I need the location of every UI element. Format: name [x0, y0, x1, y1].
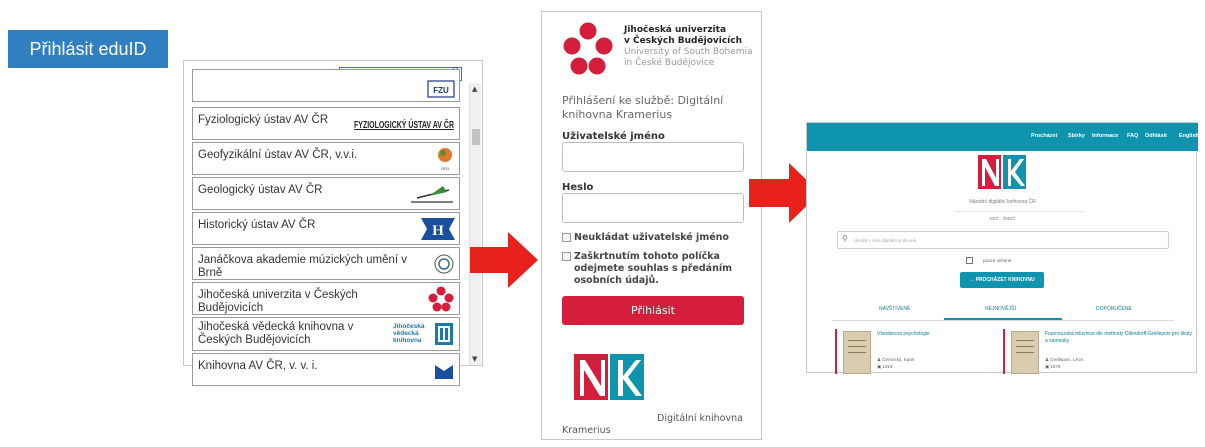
- hiu-logo-text: H: [432, 223, 444, 239]
- institution-list: [192, 83, 497, 372]
- institution-name: Historický ústav AV ČR: [198, 219, 316, 231]
- gfu-logo-text: GFÚ: [440, 166, 450, 171]
- institution-item-hiu[interactable]: [192, 212, 460, 245]
- card-year-text: 1919: [882, 364, 893, 369]
- institution-item-jamu[interactable]: [192, 247, 460, 280]
- login-submit-button[interactable]: Přihlásit: [562, 296, 744, 325]
- consent-label: Zaškrtnutím tohoto políčka odejmete souhlas s předáním osobních údajů.: [574, 251, 733, 286]
- card-author: ♟ Černocký, Karel: [877, 357, 915, 362]
- svg-text:Jihočeskávědeckáknihovna: Jihočeská vědecká knihovna: [393, 323, 425, 344]
- document-card[interactable]: [1003, 329, 1192, 374]
- library-name: Národní digitální knihovna ČR: [969, 199, 1036, 205]
- public-only-checkbox[interactable]: [966, 257, 973, 264]
- card-year-text: 1878: [1050, 364, 1061, 369]
- nav-collections[interactable]: Sbírky: [1068, 133, 1085, 139]
- glu-logo: [409, 181, 455, 207]
- institution-name: Geofyzikální ústav AV ČR, v.v.i.: [198, 149, 358, 161]
- card-author-text: Grellepois, Léon: [1050, 357, 1084, 362]
- consent-checkbox[interactable]: [562, 252, 571, 261]
- university-logo: [562, 22, 614, 78]
- book-cover-thumbnail: [1011, 331, 1039, 374]
- tab-visited[interactable]: NAVŠTÍVENÉ: [879, 306, 911, 312]
- nav-info[interactable]: Informace: [1092, 133, 1119, 139]
- fzu-logo-text: FZU: [433, 86, 449, 95]
- username-label: Uživatelské jméno: [562, 131, 665, 142]
- card-accent: [1003, 329, 1005, 374]
- jamu-logo: [433, 251, 455, 277]
- divider: [955, 211, 1083, 212]
- hiu-logo: [421, 216, 455, 242]
- university-name-line: in České Budějovice: [624, 58, 715, 68]
- remember-username-label: Neukládat uživatelské jméno: [574, 232, 729, 243]
- flow-arrow-icon: [470, 231, 540, 289]
- institution-name: Fyziologický ústav AV ČR: [198, 114, 329, 126]
- search-placeholder: Hledat v celé digitální knihovně: [854, 238, 917, 243]
- remember-username-checkbox[interactable]: [562, 233, 571, 242]
- institution-item-fzu[interactable]: [192, 69, 460, 102]
- scroll-up-icon[interactable]: ▲: [472, 85, 478, 93]
- nav-language[interactable]: English: [1179, 133, 1199, 139]
- institution-name: Knihovna AV ČR, v. v. i.: [198, 360, 318, 372]
- card-author-text: Černocký, Karel: [882, 357, 915, 362]
- document-card[interactable]: [835, 329, 993, 374]
- search-icon: ⚲: [842, 234, 848, 243]
- tab-recommended[interactable]: DOPORUČENÉ: [1096, 306, 1132, 312]
- eduid-login-button[interactable]: Přihlásit eduID: [8, 30, 168, 68]
- card-year: ▣ 1919: [877, 364, 893, 369]
- scroll-down-icon[interactable]: ▼: [472, 355, 478, 363]
- password-label: Heslo: [562, 182, 594, 193]
- card-title: Francouzská mluvnice dle methody Ollendorff-Grellepois pro školy a samouky: [1045, 331, 1192, 344]
- nav-faq[interactable]: FAQ: [1127, 133, 1139, 139]
- library-search-input[interactable]: [837, 231, 1169, 249]
- card-author: ♟ Grellepois, Léon: [1045, 357, 1084, 362]
- active-tab-indicator: [944, 318, 1062, 320]
- knav-logo: [433, 357, 455, 383]
- university-name-cz: [624, 25, 742, 47]
- university-name-line: University of South Bohemia: [624, 47, 753, 57]
- book-cover-thumbnail: [843, 331, 871, 374]
- nav-logout[interactable]: Odhlásit: [1145, 133, 1168, 139]
- username-input[interactable]: [562, 142, 744, 172]
- jvk-logo: [393, 321, 455, 347]
- service-description: Přihlášení ke službě: Digitální knihovna Kramerius: [562, 94, 724, 121]
- top-navbar: [807, 123, 1198, 151]
- browse-library-button[interactable]: → PROCHÁZET KNIHOVNU: [960, 272, 1044, 288]
- password-input[interactable]: [562, 193, 744, 223]
- card-year: ▣ 1878: [1045, 364, 1061, 369]
- login-panel: [541, 11, 762, 440]
- institution-item-jcu[interactable]: [192, 282, 460, 315]
- institution-item-knav[interactable]: [192, 353, 460, 386]
- nk-logo: [978, 154, 1026, 190]
- kramerius-home-panel: [806, 122, 1197, 373]
- footer-title-line2: Kramerius: [562, 425, 611, 436]
- gfu-logo: [435, 146, 455, 172]
- university-name-en: [624, 47, 753, 69]
- tab-newest[interactable]: NEJNOVĚJŠÍ: [985, 306, 1016, 312]
- institution-item-gfu[interactable]: [192, 142, 460, 175]
- footer-title-line1: Digitální knihovna: [657, 413, 743, 424]
- nk-logo: [574, 352, 646, 402]
- university-name-line: Jihočeská univerzita: [624, 25, 727, 35]
- tab-divider: [832, 320, 1174, 321]
- institution-name: Geologický ústav AV ČR: [198, 184, 323, 196]
- fgu-logo: [353, 111, 497, 137]
- jcu-logo: [427, 286, 455, 312]
- library-subtitle: NKČ · ČNKČ: [989, 216, 1016, 221]
- fzu-logo: [427, 76, 455, 102]
- institution-name: Jihočeská vědecká knihovna v Českých Budějovicích: [198, 321, 354, 346]
- institution-chooser-panel: [183, 60, 497, 372]
- institution-item-jvk[interactable]: [192, 317, 460, 351]
- card-title: Všeobecná psychologie: [877, 331, 930, 337]
- university-name-line: v Českých Budějovicích: [624, 36, 742, 46]
- nav-browse[interactable]: Procházet: [1031, 133, 1058, 139]
- chooser-scrollbar[interactable]: [469, 83, 481, 365]
- public-only-label: pouze veřejné: [983, 258, 1012, 263]
- institution-name: Jihočeská univerzita v Českých Budějovicích: [198, 289, 358, 314]
- institution-item-glu[interactable]: [192, 177, 460, 210]
- fgu-logo-text: FYZIOLOGICKÝ ÚSTAV AV ČR: [354, 120, 497, 131]
- institution-name: Janáčkova akademie múzických umění v Brně: [198, 254, 408, 279]
- scroll-thumb[interactable]: [472, 129, 480, 145]
- card-accent: [835, 329, 837, 374]
- institution-item-fgu[interactable]: [192, 107, 497, 140]
